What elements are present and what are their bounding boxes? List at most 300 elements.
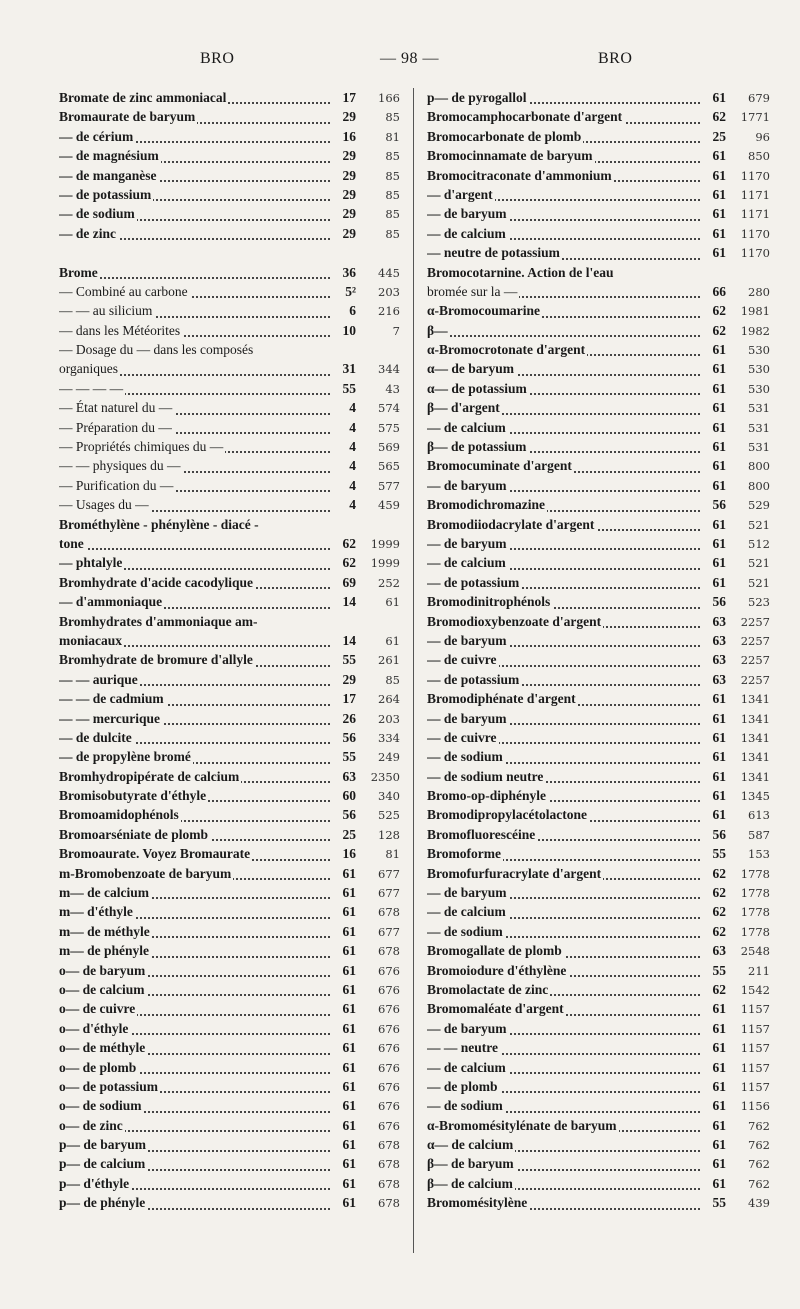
page-header	[0, 50, 800, 74]
page-reference: 677	[378, 886, 400, 901]
index-entry	[59, 709, 400, 728]
entry-term-cell	[59, 379, 330, 398]
entry-term: — de calcium	[427, 225, 506, 241]
index-entry	[427, 379, 770, 398]
volume-number: 16	[342, 846, 356, 862]
entry-term-cell	[427, 786, 700, 805]
page-reference: 1982	[740, 323, 770, 338]
entry-term: organiques	[59, 361, 118, 377]
volume-number: 61	[712, 574, 726, 590]
entry-term-cell	[427, 88, 700, 107]
entry-term: Bromate de zinc ammoniacal	[59, 90, 227, 105]
entry-term: — de potassium	[427, 574, 520, 590]
page-reference: 1778	[740, 866, 770, 881]
entry-term: m-Bromobenzoate de baryum	[59, 865, 232, 881]
entry-term-cell	[427, 767, 700, 786]
entry-term: Bromoarséniate de plomb	[59, 826, 208, 842]
entry-term-cell	[427, 922, 700, 941]
page-reference: 261	[378, 653, 400, 668]
index-entry	[427, 185, 770, 204]
volume-number: 25	[712, 128, 726, 144]
entry-term: β—	[427, 322, 448, 338]
index-entry	[59, 1193, 400, 1212]
index-entry	[59, 437, 400, 456]
page-reference: 85	[385, 168, 400, 183]
entry-term-cell	[59, 650, 330, 669]
entry-term: β— de baryum	[427, 1156, 514, 1172]
index-entry	[427, 418, 770, 437]
entry-term: α— de baryum	[427, 361, 515, 377]
volume-number: 61	[712, 225, 726, 241]
volume-number: 61	[342, 1117, 356, 1133]
index-entry	[427, 1019, 770, 1038]
index-entry	[427, 107, 770, 126]
entry-term: α— de potassium	[427, 380, 527, 396]
header-right: BRO	[598, 50, 633, 67]
page-reference: 678	[378, 944, 400, 959]
page-reference: 1778	[740, 905, 770, 920]
entry-term-cell	[59, 1135, 330, 1154]
volume-number: 60	[342, 788, 356, 804]
entry-term: Bromoiodure d'éthylène	[427, 962, 567, 978]
entry-term-cell	[59, 709, 330, 728]
entry-term: Bromodinitrophénols	[427, 594, 551, 610]
volume-number: 61	[712, 400, 726, 416]
entry-term-cell	[427, 185, 700, 204]
volume-number: 63	[712, 671, 726, 687]
page-reference: 677	[378, 924, 400, 939]
index-entry	[59, 1038, 400, 1057]
entry-term-cell	[427, 631, 700, 650]
index-entry	[427, 282, 770, 301]
page-reference: 800	[748, 478, 770, 493]
volume-number: 61	[712, 148, 726, 164]
index-entry	[427, 1096, 770, 1115]
entry-term-cell	[427, 573, 700, 592]
entry-term-cell	[427, 844, 700, 863]
volume-number: 61	[712, 419, 726, 435]
entry-term-cell	[59, 495, 330, 514]
page-reference: 216	[378, 304, 400, 319]
volume-number: 61	[712, 439, 726, 455]
page-reference: 1778	[740, 924, 770, 939]
page-reference: 1157	[740, 1041, 770, 1056]
entry-term: Bromhydrates d'ammoniaque am-	[59, 613, 258, 629]
page-reference: 153	[748, 847, 770, 862]
page-reference: 2257	[740, 672, 770, 687]
entry-term-cell	[427, 437, 700, 456]
index-entry	[427, 767, 770, 786]
volume-number: 4	[349, 400, 356, 416]
entry-term: — — aurique	[59, 671, 138, 687]
entry-term: Bromocotarnine. Action de l'eau	[427, 264, 614, 280]
index-entry	[427, 1193, 770, 1212]
volume-number: 61	[712, 1020, 726, 1036]
entry-term: tone	[59, 535, 84, 551]
page-reference: 1171	[740, 207, 770, 222]
page-reference: 1999	[370, 536, 400, 551]
entry-term-cell	[427, 340, 700, 359]
index-entry	[59, 747, 400, 766]
page-reference: 531	[748, 440, 770, 455]
page-reference: 2257	[740, 614, 770, 629]
header-left: BRO	[200, 50, 235, 67]
index-entry	[59, 1154, 400, 1173]
page-reference: 676	[378, 1099, 400, 1114]
index-entry	[427, 999, 770, 1018]
volume-number: 55	[342, 749, 356, 765]
entry-term-cell	[59, 398, 330, 417]
volume-number: 29	[342, 109, 356, 125]
index-entry	[59, 107, 400, 126]
index-entry	[59, 456, 400, 475]
entry-term-cell	[59, 340, 330, 359]
entry-term-cell	[427, 999, 700, 1018]
entry-term: β— d'argent	[427, 400, 500, 416]
dot-leader	[59, 548, 330, 550]
index-entry	[427, 359, 770, 378]
index-entry	[427, 747, 770, 766]
volume-number: 61	[712, 1156, 726, 1172]
volume-number: 61	[712, 1040, 726, 1056]
volume-number: 55	[712, 1195, 726, 1211]
entry-term: Bromoaurate. Voyez Bromaurate	[59, 846, 251, 862]
volume-number: 66	[712, 283, 726, 299]
index-entry	[59, 883, 400, 902]
page-reference: 1341	[740, 769, 770, 784]
entry-term-cell	[427, 902, 700, 921]
entry-term: Bromocarbonate de plomb	[427, 128, 582, 144]
volume-number: 61	[342, 1078, 356, 1094]
volume-number: 55	[342, 652, 356, 668]
volume-number: 29	[342, 671, 356, 687]
page-reference: 678	[378, 905, 400, 920]
entry-term: Bromodiphénate d'argent	[427, 691, 576, 707]
index-entry	[427, 127, 770, 146]
volume-number: 25	[342, 826, 356, 842]
entry-term-cell	[59, 999, 330, 1018]
page-reference: 81	[385, 847, 400, 862]
spacer	[59, 243, 400, 262]
index-entry	[427, 243, 770, 262]
page-reference: 2257	[740, 633, 770, 648]
volume-number: 17	[342, 691, 356, 707]
volume-number: 61	[342, 885, 356, 901]
index-entry	[59, 146, 400, 165]
entry-term: — dans les Météorites	[59, 322, 181, 338]
entry-term-cell	[59, 166, 330, 185]
entry-term: p— d'éthyle	[59, 1175, 130, 1191]
index-entry	[59, 418, 400, 437]
page-reference: 2257	[740, 653, 770, 668]
entry-term: — Purification du —	[59, 477, 174, 493]
index-entry	[59, 922, 400, 941]
volume-number: 4	[349, 439, 356, 455]
page-reference: 252	[378, 575, 400, 590]
index-entry	[59, 1019, 400, 1038]
page-reference: 531	[748, 401, 770, 416]
volume-number: 61	[712, 206, 726, 222]
index-entry	[427, 670, 770, 689]
index-entry	[59, 476, 400, 495]
entry-term: α-Bromocoumarine	[427, 303, 541, 319]
index-entry	[427, 941, 770, 960]
page-reference: 587	[748, 827, 770, 842]
page-reference: 521	[748, 556, 770, 571]
entry-term-cell	[59, 282, 330, 301]
entry-term: — de baryum	[427, 632, 507, 648]
volume-number: 26	[342, 710, 356, 726]
entry-term: — d'argent	[427, 186, 493, 202]
index-entry	[427, 883, 770, 902]
page-reference: 676	[378, 1118, 400, 1133]
index-entry	[59, 728, 400, 747]
index-entry	[427, 476, 770, 495]
page-reference: 340	[378, 789, 400, 804]
index-entry	[427, 650, 770, 669]
volume-number: 56	[342, 729, 356, 745]
index-entry	[59, 515, 400, 534]
page-reference: 1999	[370, 556, 400, 571]
volume-number: 69	[342, 574, 356, 590]
entry-term-cell	[427, 612, 700, 631]
volume-number: 29	[342, 148, 356, 164]
entry-term-cell	[59, 592, 330, 611]
volume-number: 16	[342, 128, 356, 144]
entry-term: — de calcium	[427, 419, 506, 435]
index-entry	[59, 612, 400, 631]
volume-number: 62	[712, 322, 726, 338]
entry-term-cell	[427, 941, 700, 960]
index-entry	[427, 864, 770, 883]
index-entry	[59, 573, 400, 592]
entry-term: o— de zinc	[59, 1117, 123, 1133]
entry-term-cell	[59, 1077, 330, 1096]
entry-term: Bromodichromazine	[427, 497, 545, 513]
page-reference: 166	[378, 91, 400, 105]
page-reference: 521	[748, 517, 770, 532]
entry-term: m— d'éthyle	[59, 904, 133, 920]
page-reference: 128	[378, 827, 400, 842]
volume-number: 63	[712, 943, 726, 959]
entry-term: o— de cuivre	[59, 1001, 136, 1017]
index-entry	[59, 204, 400, 223]
entry-term: Bromhydrate de bromure d'allyle	[59, 652, 253, 668]
entry-term-cell	[59, 805, 330, 824]
entry-term-cell	[59, 534, 330, 553]
index-entry	[59, 321, 400, 340]
volume-number: 61	[342, 1001, 356, 1017]
entry-term: p— de pyrogallol	[427, 90, 527, 105]
page-reference: 531	[748, 420, 770, 435]
volume-number: 29	[342, 225, 356, 241]
page-reference: 530	[748, 343, 770, 358]
volume-number: 17	[342, 90, 356, 105]
entry-term-cell	[59, 767, 330, 786]
page-reference: 575	[378, 420, 400, 435]
volume-number: 61	[342, 1098, 356, 1114]
volume-number: 61	[712, 477, 726, 493]
index-entry	[59, 553, 400, 572]
index-entry	[59, 650, 400, 669]
index-entry	[427, 825, 770, 844]
page-reference: 678	[378, 1157, 400, 1172]
page-reference: 1542	[740, 982, 770, 997]
entry-term-cell	[59, 359, 330, 378]
entry-term: α-Bromomésitylénate de baryum	[427, 1117, 617, 1133]
entry-term-cell	[427, 146, 700, 165]
page-reference: 1171	[740, 187, 770, 202]
index-entry	[59, 980, 400, 999]
entry-term-cell	[427, 1174, 700, 1193]
entry-term-cell	[59, 573, 330, 592]
index-entry	[59, 670, 400, 689]
volume-number: 56	[712, 826, 726, 842]
entry-term-cell	[59, 1058, 330, 1077]
volume-number: 61	[712, 342, 726, 358]
entry-term: — — neutre	[427, 1040, 498, 1056]
entry-term: — de baryum	[427, 535, 507, 551]
entry-term-cell	[427, 1193, 700, 1212]
entry-term: o— de sodium	[59, 1098, 142, 1114]
page-reference: 203	[378, 711, 400, 726]
page-reference: 1778	[740, 886, 770, 901]
index-entry	[427, 689, 770, 708]
entry-term-cell	[59, 301, 330, 320]
entry-term-cell	[59, 224, 330, 243]
volume-number: 61	[342, 923, 356, 939]
page-reference: 1170	[740, 226, 770, 241]
index-entry	[59, 1116, 400, 1135]
volume-number: 61	[712, 807, 726, 823]
entry-term: — — — —	[59, 380, 124, 396]
entry-term-cell	[59, 476, 330, 495]
page-reference: 203	[378, 284, 400, 299]
entry-term: p— de baryum	[59, 1137, 147, 1153]
entry-term-cell	[427, 1077, 700, 1096]
page-reference: 1341	[740, 711, 770, 726]
volume-number: 61	[712, 458, 726, 474]
volume-number: 61	[712, 749, 726, 765]
entry-term-cell	[59, 941, 330, 960]
entry-term: — de sodium neutre	[427, 768, 544, 784]
entry-term-cell	[427, 747, 700, 766]
entry-term-cell	[427, 418, 700, 437]
entry-term-cell	[427, 282, 700, 301]
page-reference: 762	[748, 1138, 770, 1153]
entry-term-cell	[59, 146, 330, 165]
page-reference: 1170	[740, 168, 770, 183]
page-reference: 529	[748, 498, 770, 513]
page-reference: 676	[378, 1079, 400, 1094]
entry-term: β— de calcium	[427, 1175, 513, 1191]
entry-term-cell	[59, 204, 330, 223]
entry-term-cell	[59, 1116, 330, 1135]
volume-number: 61	[342, 1059, 356, 1075]
page-reference: 61	[385, 595, 400, 610]
page-reference: 2548	[740, 944, 770, 959]
volume-number: 61	[712, 1117, 726, 1133]
entry-term: o— de calcium	[59, 981, 145, 997]
entry-term-cell	[59, 127, 330, 146]
index-entry	[59, 902, 400, 921]
volume-number: 61	[712, 380, 726, 396]
index-entry	[59, 864, 400, 883]
index-entry	[427, 515, 770, 534]
index-entry	[427, 844, 770, 863]
page-reference: 762	[748, 1176, 770, 1191]
entry-term: — de cuivre	[427, 729, 497, 745]
entry-term-cell	[427, 728, 700, 747]
index-entry	[59, 340, 400, 359]
page-reference: 61	[385, 633, 400, 648]
entry-term-cell	[427, 515, 700, 534]
entry-term: m— de calcium	[59, 885, 149, 901]
entry-term: Bromodioxybenzoate d'argent	[427, 613, 602, 629]
volume-number: 61	[712, 516, 726, 532]
entry-term: — de baryum	[427, 477, 507, 493]
volume-number: 61	[342, 1175, 356, 1191]
index-entry	[427, 1058, 770, 1077]
dot-leader	[427, 335, 700, 337]
entry-term-cell	[427, 553, 700, 572]
volume-number: 61	[712, 361, 726, 377]
volume-number: 63	[342, 768, 356, 784]
index-entry	[59, 941, 400, 960]
entry-term-cell	[59, 728, 330, 747]
entry-term: Bromhydrate d'acide cacodylique	[59, 574, 253, 590]
volume-number: 61	[712, 535, 726, 551]
page-reference: 1981	[740, 304, 770, 319]
entry-term-cell	[427, 263, 700, 282]
index-entry	[59, 844, 400, 863]
index-entry	[427, 922, 770, 941]
entry-term-cell	[59, 1193, 330, 1212]
index-entry	[59, 534, 400, 553]
entry-term-cell	[427, 1019, 700, 1038]
volume-number: 14	[342, 594, 356, 610]
entry-term-cell	[427, 359, 700, 378]
entry-term: Bromodipropylacétolactone	[427, 807, 587, 823]
entry-term: Bromhydropipérate de calcium	[59, 768, 240, 784]
index-entry	[59, 961, 400, 980]
entry-term: — de potassium	[59, 186, 152, 202]
page-reference: 85	[385, 187, 400, 202]
volume-number: 61	[342, 981, 356, 997]
entry-term-cell	[427, 1116, 700, 1135]
entry-term-cell	[427, 709, 700, 728]
volume-number: 61	[712, 710, 726, 726]
entry-term: Bromaurate de baryum	[59, 109, 196, 125]
volume-number: 61	[712, 691, 726, 707]
entry-term: — de magnésium	[59, 148, 159, 164]
index-entry	[59, 631, 400, 650]
index-column-left	[59, 88, 400, 1213]
entry-term-cell	[59, 922, 330, 941]
entry-term: bromée sur la —	[427, 283, 518, 299]
entry-term: o— d'éthyle	[59, 1020, 129, 1036]
volume-number: 62	[342, 535, 356, 551]
entry-term-cell	[427, 398, 700, 417]
page-reference: 1341	[740, 750, 770, 765]
volume-number: 62	[712, 904, 726, 920]
index-entry	[427, 340, 770, 359]
page-reference: 613	[748, 808, 770, 823]
volume-number: 5²	[345, 283, 356, 299]
page-reference: 344	[378, 362, 400, 377]
index-entry	[427, 1038, 770, 1057]
entry-term: o— de méthyle	[59, 1040, 146, 1056]
